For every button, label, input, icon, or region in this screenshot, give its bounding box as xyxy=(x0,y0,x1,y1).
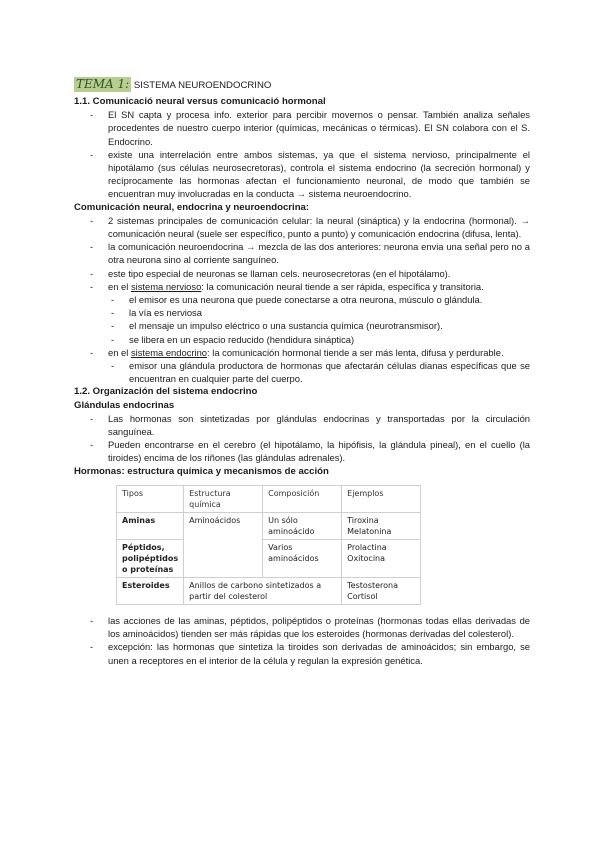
sublist-item: - el mensaje un impulso eléctrico o una sustancia química (neurotransmisor). xyxy=(108,319,530,332)
table-header: Estructura química xyxy=(184,485,263,512)
table-header: Tipos xyxy=(117,485,184,512)
hormones-list xyxy=(74,614,530,667)
list-item xyxy=(74,346,530,386)
document-title xyxy=(74,77,530,93)
list-item: - la comunicación neuroendocrina → mezcla de las dos anteriores: neurona envia una señal pero no a otra neurona sino al corriente sanguíneo. xyxy=(74,240,530,266)
list-item-text: : la comunicación neural tiende a ser rápida, específica y transitoria. xyxy=(201,280,484,292)
list-item: - Las hormonas son sintetizadas por glándulas endocrinas y transportadas por la circulación sanguínea. xyxy=(74,412,530,438)
table-cell: Péptidos, polipéptidos o proteínas xyxy=(117,539,184,577)
section-heading-hormones: Hormonas: estructura química y mecanismos de acción xyxy=(74,465,329,477)
table-cell: Aminas xyxy=(117,512,184,539)
table-row xyxy=(117,512,421,539)
glands-list xyxy=(74,412,530,465)
list-item: - excepción: las hormonas que sintetiza la tiroides son derivadas de aminoácidos; sin embargo, se unen a receptores en el interior de la célula y regulan la expresión genética. xyxy=(74,640,530,666)
list-item-text: en el xyxy=(108,280,131,292)
table-cell: Esteroides xyxy=(117,577,184,604)
list-item-text: : la comunicación hormonal tiende a ser más lenta, difusa y perdurable. xyxy=(207,346,504,358)
document-page xyxy=(74,77,530,667)
sublist xyxy=(108,359,530,385)
table-cell: Prolactina Oxitocina xyxy=(342,539,421,577)
list-item: - este tipo especial de neuronas se llaman cels. neurosecretoras (en el hipotálamo). xyxy=(74,267,530,280)
table-row xyxy=(117,539,421,577)
sublist-item: - la vía es nerviosa xyxy=(108,306,530,319)
section-heading-1-1: 1.1. Comunicació neural versus comunicació hormonal xyxy=(74,96,326,107)
table-cell: Un sólo aminoácido xyxy=(263,512,342,539)
table-header: Ejemplos xyxy=(342,485,421,512)
list-item: - Pueden encontrarse en el cerebro (el hipotálamo, la hipófisis, la glándula pineal), en el cuello (la tiroides) encima de los riñones (las glándulas adrenales). xyxy=(74,438,530,464)
communication-list xyxy=(74,214,530,386)
table-header: Composición xyxy=(263,485,342,512)
section-heading-communication: Comunicación neural, endocrina y neuroendocrina: xyxy=(74,201,310,213)
table-cell: Varios aminoácidos xyxy=(263,539,342,577)
list-item: - las acciones de las aminas, péptidos, polipéptidos o proteínas (hormonas todas ellas derivadas de los aminoácidos) tienden ser más rápidas que los esteroides (hormonas derivadas del colesterol). xyxy=(74,614,530,640)
section-1-1-list xyxy=(74,108,530,200)
list-item: - existe una interrelación entre ambos sistemas, ya que el sistema nervioso, principalmente el hipotálamo (sus células neurosecretoras), controla el sistema endocrino (la secreción hormonal) y recíprocamente las hormonas afectan el funcionamiento neuronal, de modo que también se encuentran muy involucradas en la conducta → sistema neuroendocrino. xyxy=(74,148,530,201)
list-item-text: en el xyxy=(108,346,131,358)
hormones-table xyxy=(116,485,421,605)
table-cell: Aminoácidos xyxy=(184,512,263,577)
table-header-row xyxy=(117,485,421,512)
table-cell: Tiroxina Melatonina xyxy=(342,512,421,539)
underlined-term: sistema endocrino xyxy=(130,346,208,358)
sublist-item: - emisor una glándula productora de hormonas que afectarán células dianas específicas que se encuentran en cualquier parte del cuerpo. xyxy=(108,359,530,385)
table-cell: Anillos de carbono sintetizados a partir del colesterol xyxy=(184,577,342,604)
table-row xyxy=(117,577,421,604)
list-item: - El SN capta y procesa info. exterior para percibir movernos o pensar. También analiza señales procedentes de nuestro cuerpo interior (químicas, mecánicas o térmicas). El SN colabora con el S. Endocrino. xyxy=(74,108,530,148)
sublist-item: - el emisor es una neurona que puede conectarse a otra neurona, músculo o glándula. xyxy=(108,293,530,306)
table-cell: Testosterona Cortisol xyxy=(342,577,421,604)
list-item: - 2 sistemas principales de comunicación celular: la neural (sináptica) y la endocrina (hormonal). → comunicación neural (suele ser específico, punto a punto) y comunicación endocrina (difusa, lenta). xyxy=(74,214,530,240)
underlined-term: sistema nervioso xyxy=(130,280,202,292)
sublist-item: - se libera en un espacio reducido (hendidura sináptica) xyxy=(108,333,530,346)
topic-tag: TEMA 1: xyxy=(76,77,130,91)
section-heading-1-2: 1.2. Organización del sistema endocrino xyxy=(74,386,258,398)
title-text: SISTEMA NEUROENDOCRINO xyxy=(133,80,272,91)
sublist xyxy=(108,293,530,346)
list-item xyxy=(74,280,530,346)
subheading-glands: Glándulas endocrinas xyxy=(74,399,175,411)
